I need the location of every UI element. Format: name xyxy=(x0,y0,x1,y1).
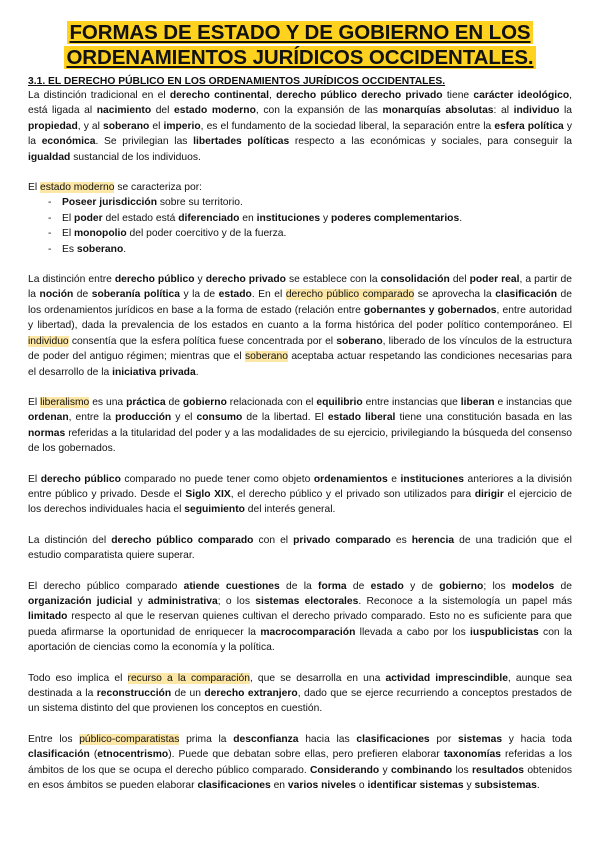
bold-term: derecho extranjero xyxy=(204,688,298,699)
text-run: en xyxy=(239,212,257,224)
bold-term: ordenamientos xyxy=(313,473,388,485)
bold-term: forma xyxy=(318,580,347,592)
bold-term: estado xyxy=(218,289,252,301)
text-run: . xyxy=(123,243,127,255)
title-line-2: ORDENAMIENTOS JURÍDICOS OCCIDENTALES. xyxy=(66,46,534,69)
text-run: consentía que la esfera política fuese concentrada por el xyxy=(68,335,337,347)
list-item xyxy=(48,211,572,226)
bold-term: monarquías absolutas xyxy=(382,105,494,117)
bold-term: combinando xyxy=(390,764,453,776)
highlighted-term: individuo xyxy=(28,335,69,347)
bold-term: clasificación xyxy=(28,749,90,761)
bold-term: clasificación xyxy=(495,289,558,301)
paragraph-4 xyxy=(28,395,572,457)
list-item xyxy=(48,242,572,257)
text-run: por xyxy=(429,733,458,745)
text-run: llevada a cabo por los xyxy=(355,626,471,638)
text-run: respecto a las económicas y sociales, para conseguir la xyxy=(289,136,572,148)
text-run: con el xyxy=(253,534,294,546)
bold-term: subsistemas xyxy=(474,780,537,792)
text-run: tiene una constitución basada en las xyxy=(395,412,572,424)
bold-term: derecho privado xyxy=(205,274,286,286)
list-item xyxy=(48,226,572,241)
bold-term: consumo xyxy=(196,412,243,424)
bold-term: desconfianza xyxy=(233,733,299,745)
bold-term: sistemas electorales xyxy=(255,595,359,607)
bold-term: clasificaciones xyxy=(356,733,430,745)
text-run: : al xyxy=(493,105,514,117)
bold-term: Considerando xyxy=(309,764,380,776)
text-run: entre instancias que xyxy=(362,396,461,408)
bold-term: gobierno xyxy=(182,396,227,408)
bold-term: esfera política xyxy=(494,120,564,132)
bold-term: clasificaciones xyxy=(197,780,271,792)
text-run: relacionada con el xyxy=(226,396,317,408)
text-run: y la de xyxy=(179,289,219,301)
text-run: . Reconoce a la sistemología un papel más xyxy=(358,595,572,607)
bold-term: reconstrucción xyxy=(96,688,172,699)
text-run: de xyxy=(73,289,92,301)
characteristics-list xyxy=(28,195,572,257)
bold-term: etnocentrismo xyxy=(97,749,169,761)
text-run: y xyxy=(132,595,148,607)
bold-term: derecho público derecho privado xyxy=(276,90,443,101)
text-run: del poder coercitivo y de la fuerza. xyxy=(126,228,287,240)
text-run: prima la xyxy=(179,733,234,745)
bold-term: sistemas xyxy=(457,733,503,745)
bold-term: varios niveles xyxy=(287,780,357,792)
text-run: Es xyxy=(62,243,77,255)
text-run: el ejercicio de los derechos individuales hacia el xyxy=(28,488,572,516)
text-run: se caracteriza por: xyxy=(114,182,203,194)
text-run: El xyxy=(62,228,75,240)
text-run: La distinción del xyxy=(28,534,112,546)
bold-term: instituciones xyxy=(256,212,321,224)
text-run: o xyxy=(356,780,368,792)
bold-term: seguimiento xyxy=(184,504,245,516)
text-run: , entre autoridad y libertad), dada la prevalencia de los estados en cuanto a la forma histórica del poder político contemporáneo. El xyxy=(28,304,572,332)
text-run: de la xyxy=(279,580,319,592)
text-run: ( xyxy=(89,749,98,761)
bold-term: Siglo XIX xyxy=(185,488,231,500)
text-run: ). Puede que debatan sobre ellas, pero prefieren elaborar xyxy=(168,749,444,761)
text-run: de la libertad. El xyxy=(242,412,328,424)
bold-term: libertades políticas xyxy=(193,136,290,148)
text-run: y xyxy=(320,212,332,224)
text-run: El derecho público comparado xyxy=(28,580,184,592)
text-run: anteriores a la división entre público y privado. Desde el xyxy=(28,473,572,500)
text-run: se aprovecha la xyxy=(414,289,496,301)
bold-term: estado xyxy=(370,580,404,592)
text-run: referidas a la titularidad del poder y a las modalidades de su ejercicio, privilegiando la búsqueda del consenso de los gobernados. xyxy=(28,427,572,455)
text-run: aceptaba actuar respetando las condiciones necesarias para el desarrollo de la xyxy=(28,351,572,378)
bold-term: ordenan xyxy=(28,412,69,424)
bold-term: dirigir xyxy=(474,488,504,500)
bold-term: derecho público xyxy=(40,473,121,485)
text-run: , aunque sea destinada a la xyxy=(28,672,573,699)
title-line-1: FORMAS DE ESTADO Y DE GOBIERNO EN LOS xyxy=(69,21,531,44)
bold-term: noción xyxy=(39,289,74,301)
highlighted-term: estado moderno xyxy=(40,182,115,194)
text-run: , dado que se ejerce recurriendo a conceptos prestados de un sistema distinto del que provienen los conceptos en cuestión. xyxy=(28,688,572,715)
highlighted-term: liberalismo xyxy=(40,396,90,408)
text-run: ; los xyxy=(483,580,512,592)
highlighted-term: recurso a la comparación xyxy=(127,672,250,684)
text-run: , xyxy=(269,90,277,101)
text-run: y hacia toda xyxy=(502,733,572,745)
text-run: de una tradición que el estudio comparatista quiere superar. xyxy=(28,534,572,562)
text-run: La distinción entre xyxy=(28,274,115,286)
paragraph-9 xyxy=(28,732,572,794)
bold-term: consolidación xyxy=(380,274,450,286)
paragraph-5 xyxy=(28,472,572,518)
text-run: con la aportación de ciencias como la economía y la política. xyxy=(28,626,572,654)
document-title xyxy=(28,20,572,70)
text-run: La distinción tradicional en el xyxy=(28,90,170,101)
text-run: y xyxy=(379,764,391,776)
text-run: , liberado de los vínculos de la estructura de poder del antiguo régimen; mientras que el xyxy=(28,335,572,363)
bold-term: gobierno xyxy=(439,580,484,592)
bold-term: normas xyxy=(28,427,66,439)
text-run: obtenidos en esos ámbitos se pueden elaborar xyxy=(28,764,572,792)
highlighted-term: público-comparatistas xyxy=(79,733,180,745)
text-run: El xyxy=(28,396,41,408)
text-run: de xyxy=(165,396,183,408)
text-run: , el derecho público y el privado son utilizados para xyxy=(230,488,475,500)
text-run: El xyxy=(28,473,41,485)
bold-term: nacimiento xyxy=(96,105,152,117)
bold-term: imperio xyxy=(163,120,201,132)
paragraph-7 xyxy=(28,579,572,656)
text-run: de los ordenamientos jurídicos en base a la forma de estado (relación entre xyxy=(28,289,572,316)
section-heading: 3.1. EL DERECHO PÚBLICO EN LOS ORDENAMIENTOS JURÍDICOS OCCIDENTALES. xyxy=(28,76,446,87)
text-run: , y al xyxy=(77,120,103,132)
bold-term: gobernantes y gobernados xyxy=(363,304,497,316)
text-run: comparado no puede tener como objeto xyxy=(120,473,314,485)
text-run: del interés general. xyxy=(244,504,336,516)
text-run: se establece con la xyxy=(285,274,381,286)
text-run: tiene xyxy=(442,90,474,101)
bold-term: soberano xyxy=(336,335,383,347)
bold-term: iuspublicistas xyxy=(470,626,539,638)
paragraph-2 xyxy=(28,180,572,195)
text-run: , es el fundamento de la sociedad liberal, la separación entre la xyxy=(200,120,495,132)
bold-term: privado comparado xyxy=(293,534,391,546)
text-run: sustancial de los individuos. xyxy=(70,151,201,163)
text-run: respecto al que le reservan quienes cultivan el derecho privado comparado. Esto no es suficiente para que pueda afirmarse la oportunidad de enriquecer la xyxy=(28,611,572,638)
bold-term: instituciones xyxy=(400,473,465,485)
bold-term: modelos xyxy=(511,580,555,592)
text-run: del xyxy=(151,105,175,117)
highlighted-term: soberano xyxy=(245,351,288,363)
bold-term: derecho continental xyxy=(169,90,269,101)
bold-term: práctica xyxy=(126,396,166,408)
paragraph-1 xyxy=(28,88,572,165)
bold-term: económica xyxy=(41,136,96,148)
text-run: . Se privilegian las xyxy=(95,136,194,148)
text-run: . En el xyxy=(251,289,286,301)
text-run: , entre la xyxy=(68,412,116,424)
text-run: y el xyxy=(171,412,197,424)
bold-term: carácter ideológico xyxy=(473,90,570,101)
text-run: la xyxy=(559,105,572,117)
text-run: de un xyxy=(171,688,205,699)
text-run: . xyxy=(459,212,463,224)
bold-term: producción xyxy=(115,412,172,424)
bold-term: iniciativa privada xyxy=(112,366,196,378)
text-run: El xyxy=(62,212,75,224)
bold-term: individuo xyxy=(513,105,560,117)
paragraph-8 xyxy=(28,671,572,717)
text-run: ; o los xyxy=(217,595,256,607)
bold-term: estado moderno xyxy=(174,105,256,117)
text-run: el xyxy=(149,120,164,132)
text-run: Todo eso implica el xyxy=(28,672,128,684)
text-run: los xyxy=(452,764,472,776)
bold-term: herencia xyxy=(411,534,455,546)
bold-term: taxonomías xyxy=(443,749,501,761)
text-run: es xyxy=(390,534,412,546)
text-run: , con la expansión de las xyxy=(255,105,383,117)
text-run: del estado está xyxy=(102,212,179,224)
text-run: del xyxy=(449,274,470,286)
bold-term: igualdad xyxy=(28,151,71,163)
text-run: y xyxy=(463,780,475,792)
bold-term: monopolio xyxy=(74,228,127,240)
bold-term: administrativa xyxy=(147,595,218,607)
bold-term: diferenciado xyxy=(178,212,240,224)
bold-term: limitado xyxy=(28,611,68,623)
text-run: hacia las xyxy=(298,733,357,745)
text-run: y xyxy=(194,274,206,286)
bold-term: propiedad xyxy=(28,120,78,132)
bold-term: macrocomparación xyxy=(260,626,356,638)
bold-term: derecho público xyxy=(114,274,195,286)
list-item xyxy=(48,195,572,210)
bold-term: soberano xyxy=(102,120,150,132)
highlighted-term: derecho público comparado xyxy=(285,289,415,301)
text-run: Entre los xyxy=(28,733,80,745)
text-run: e instancias que xyxy=(494,396,572,408)
text-run: , está ligada al xyxy=(28,90,572,117)
text-run: y la xyxy=(28,120,572,148)
text-run: de xyxy=(554,580,572,592)
text-run: es una xyxy=(89,396,127,408)
bold-term: actividad imprescindible xyxy=(385,672,508,684)
bold-term: identificar sistemas xyxy=(367,780,464,792)
bold-term: resultados xyxy=(471,764,525,776)
bold-term: poder xyxy=(74,212,103,224)
text-run: de xyxy=(346,580,371,592)
bold-term: poderes complementarios xyxy=(331,212,460,224)
text-run: referidas a los ámbitos de los que se ocupa el derecho público comparado. xyxy=(28,749,572,776)
text-run: sobre su territorio. xyxy=(157,197,243,209)
bold-term: derecho público comparado xyxy=(111,534,254,546)
text-run: . xyxy=(536,780,540,792)
text-run: , a partir de la xyxy=(28,274,573,301)
bold-term: liberan xyxy=(460,396,495,408)
paragraph-3 xyxy=(28,272,572,380)
bold-term: estado liberal xyxy=(327,412,396,424)
bold-term: soberano xyxy=(76,243,124,255)
text-run: e xyxy=(387,473,401,485)
bold-term: Poseer jurisdicción xyxy=(62,197,157,209)
bold-term: organización judicial xyxy=(28,595,133,607)
text-run: El xyxy=(28,182,41,194)
paragraph-6 xyxy=(28,533,572,564)
text-run: y de xyxy=(403,580,440,592)
text-run: . xyxy=(195,366,199,378)
bold-term: atiende cuestiones xyxy=(183,580,280,592)
bold-term: poder real xyxy=(469,274,520,286)
bold-term: soberanía política xyxy=(91,289,180,301)
bold-term: equilibrio xyxy=(316,396,363,408)
text-run: , que se desarrolla en una xyxy=(249,672,386,684)
text-run: en xyxy=(270,780,288,792)
